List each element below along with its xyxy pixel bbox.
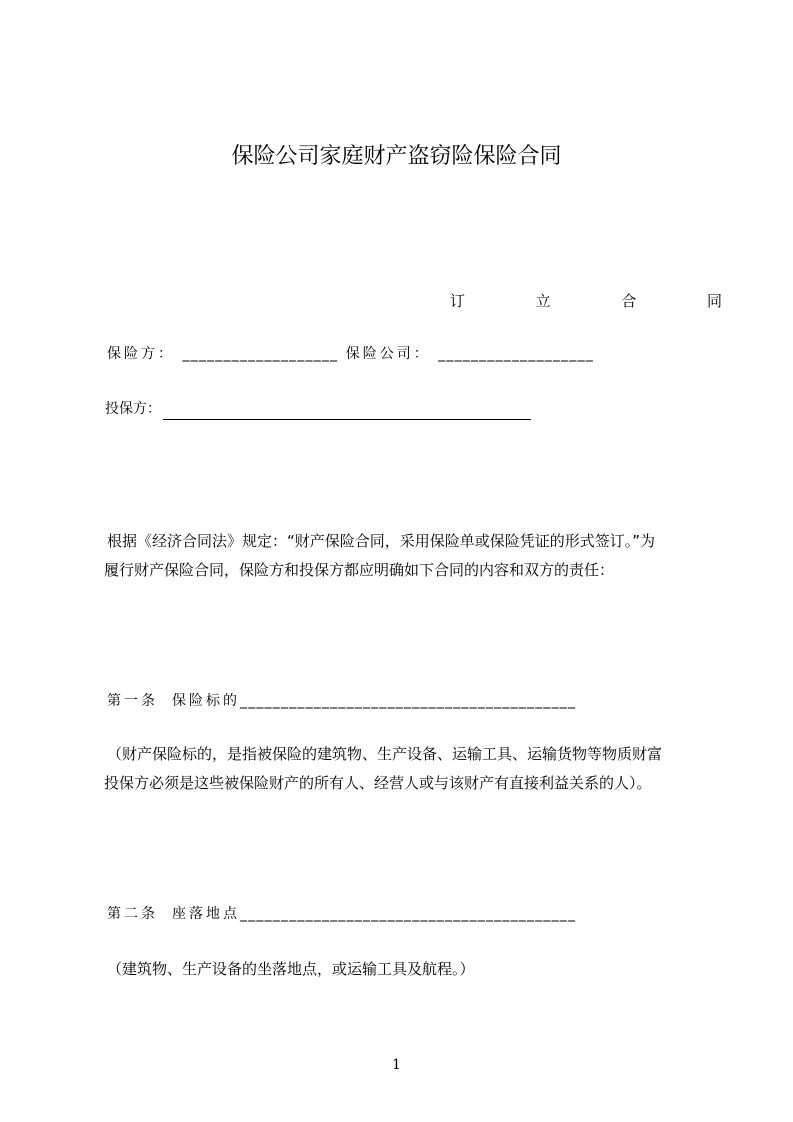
intro-line-1: 根据《经济合同法》规定：“财产保险合同，采用保险单或保险凭证的形式签订。”为 [107, 532, 656, 550]
article-2-number: 第二条 [107, 906, 158, 922]
article-2-blank: _________________________________________ [240, 906, 577, 922]
article-2-title: 座落地点 [172, 906, 240, 922]
article-2-row [107, 903, 576, 925]
heading-char-3: 合 [621, 292, 637, 310]
policyholder-label: 投保方： [105, 401, 161, 417]
insurer-blank: ___________________ [182, 346, 339, 362]
article-1-title: 保险标的 [172, 693, 240, 709]
page-number: 1 [392, 1057, 401, 1073]
insurer-row [107, 343, 594, 365]
heading-char-1: 订 [450, 292, 466, 310]
article-1-row [107, 690, 576, 712]
document-title: 保险公司家庭财产盗窃险保险合同 [231, 144, 562, 169]
insurer-label: 保险方： [107, 346, 175, 362]
section-heading-sign-contract [450, 290, 722, 312]
insurer-company-label: 保险公司： [345, 346, 431, 362]
article-1-blank: _________________________________________ [240, 693, 577, 709]
policyholder-blank [163, 403, 531, 420]
intro-line-2: 履行财产保险合同，保险方和投保方都应明确如下合同的内容和双方的责任： [104, 561, 615, 579]
heading-char-2: 立 [535, 292, 551, 310]
article-2-note: （建筑物、生产设备的坐落地点，或运输工具及航程。） [107, 960, 475, 978]
insurer-company-blank: ___________________ [438, 346, 594, 362]
article-1-number: 第一条 [107, 693, 158, 709]
article-1-note-line-1: （财产保险标的，是指被保险的建筑物、生产设备、运输工具、运输货物等物质财富 [107, 745, 663, 763]
policyholder-row [105, 398, 531, 420]
article-1-note-line-2: 投保方必须是这些被保险财产的所有人、经营人或与该财产有直接利益关系的人）。 [104, 774, 652, 792]
heading-char-4: 同 [706, 292, 722, 310]
